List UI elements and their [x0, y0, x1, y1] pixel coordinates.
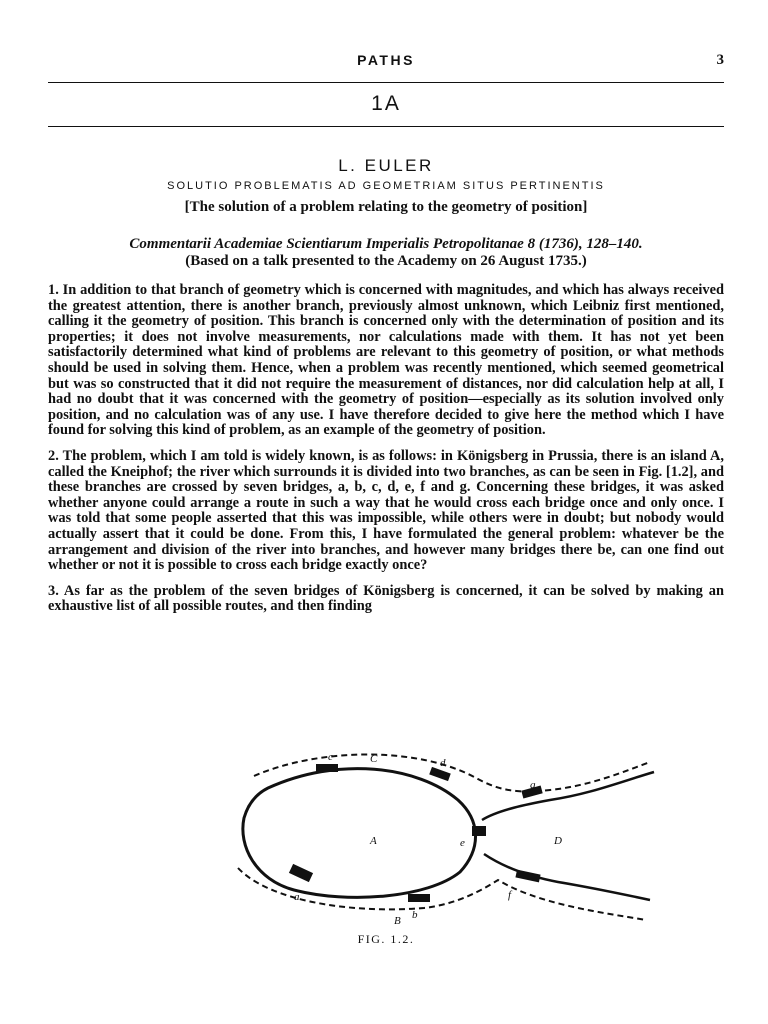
paragraph-2: 2. The problem, which I am told is widely known, is as follows: in Königsberg in Prussia, there is an island A, called the Kneiphof; the river which surrounds it is divided into two branches, as can be seen in Fig. [1.2], and these branches are crossed by seven bridges, a, b, c, d, e, f and g. Concerning these bridges, it was asked whether anyone could arrange a route in such a way that he would cross each bridge once and only once. I was told that some people asserted that this was impossible, while others were in doubt; but nobody would actually assert that it could be done. From this, I have formulated the general problem: whatever be the arrangement and division of the river into branches, and however many bridges there be, can one find out whether or not it is possible to cross each bridge exactly once?: [48, 447, 724, 574]
page-number: 3: [716, 52, 724, 68]
label-b: b: [412, 909, 418, 921]
konigsberg-map: [198, 748, 668, 928]
citation-journal: Commentarii Academiae Scientiarum Imperialis Petropolitanae 8 (1736), 128–140.: [129, 236, 643, 252]
label-d: d: [440, 757, 446, 769]
book-page: [48, 0, 724, 1024]
english-title: [The solution of a problem relating to the geometry of position]: [184, 199, 588, 215]
konigsberg-figure: [198, 748, 668, 948]
bridge-e: [472, 826, 486, 836]
header-rule: [48, 82, 724, 83]
paragraph-3: 3. As far as the problem of the seven bridges of Königsberg is concerned, it can be solved by making an exhaustive list of all possible routes, and then finding: [48, 582, 724, 615]
bridge-f: [515, 870, 540, 883]
label-g: g: [530, 779, 536, 791]
bridge-a: [289, 864, 313, 882]
label-C: C: [370, 753, 378, 765]
citation-note: (Based on a talk presented to the Academy on 26 August 1735.): [185, 253, 587, 269]
label-c: c: [328, 751, 333, 763]
paragraph-1: 1. In addition to that branch of geometry which is concerned with magnitudes, and which has always received the greatest attention, there is another branch, previously almost unknown, which Leibniz first mentioned, calling it the geometry of position. This branch is concerned only with the determination of position and its properties; it does not involve measurements, nor calculations made with them. It has not yet been satisfactorily determined what kind of problems are relevant to this geometry of position, or what methods should be used in solving them. Hence, when a problem was recently mentioned, which seemed geometrical but was so constructed that it did not require the measurement of distances, nor did calculation help at all, I had no doubt that it was concerned with the geometry of position—especially as its solution involved only position, and no calculation was of any use. I have therefore decided to give here the method which I have found for solving this kind of problem, as an example of the geometry of position.: [48, 282, 724, 439]
island-outline: [243, 769, 476, 898]
label-D: D: [554, 835, 562, 847]
section-label: 1A: [371, 92, 401, 115]
label-f: f: [508, 889, 512, 901]
author-name: L. EULER: [338, 156, 434, 175]
bridge-c: [316, 764, 338, 772]
label-a: a: [294, 891, 300, 903]
section-rule: [48, 126, 724, 127]
citation: [48, 236, 724, 270]
label-B: B: [394, 915, 401, 927]
label-e: e: [460, 837, 465, 849]
bridge-b: [408, 894, 430, 902]
running-head: [48, 52, 724, 74]
figure-caption: FIG. 1.2.: [357, 932, 415, 946]
running-title: PATHS: [357, 52, 415, 68]
body-text: [48, 283, 724, 625]
northeast-bank: [482, 772, 654, 820]
label-A: A: [370, 835, 377, 847]
latin-title: SOLUTIO PROBLEMATIS AD GEOMETRIAM SITUS PERTINENTIS: [167, 180, 605, 192]
